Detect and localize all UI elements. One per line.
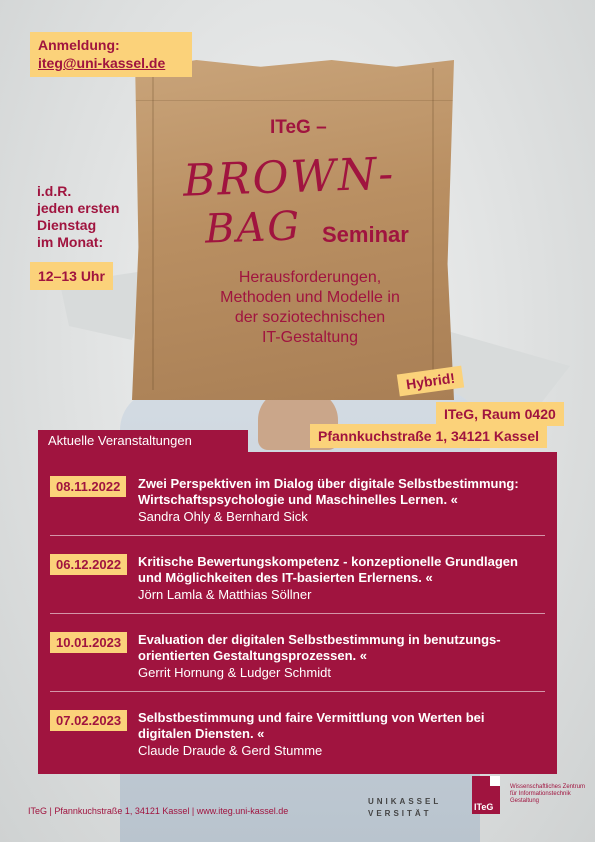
events-panel [38,452,557,774]
iteg-logo-text: ITeG [474,802,494,812]
uni-logo-line: UNIKASSEL [368,797,442,806]
headline-bag: BAG [204,203,303,253]
institute-name: Wissenschaftliches Zentrum für Informationstechnik Gestaltung [510,784,586,804]
schedule-line: im Monat: [37,234,104,250]
divider [50,691,545,692]
event-speakers: Sandra Ohly & Bernhard Sick [138,509,308,524]
event-title: Kritische Bewertungskompetenz - konzeptionelle Grundlagen und Möglichkeiten des IT-basierten Erlernens. « [138,554,518,585]
registration-label: Anmeldung: [38,37,120,53]
event-speakers: Jörn Lamla & Matthias Söllner [138,587,312,602]
events-heading: Aktuelle Veranstaltungen [38,430,248,452]
schedule-text [37,183,127,251]
event-date: 10.01.2023 [50,632,127,653]
event-date: 07.02.2023 [50,710,127,731]
headline-brown: BROWN- [182,148,396,207]
topic-line: Herausforderungen, [238,269,382,286]
iteg-logo [472,776,500,814]
registration-box [30,32,192,77]
event-item [50,632,545,702]
event-item [50,554,545,624]
event-item [50,476,545,546]
schedule-line: Dienstag [37,217,97,233]
registration-email-link[interactable]: iteg@uni-kassel.de [38,55,166,71]
uni-kassel-logo [368,796,441,820]
topic-line: der soziotechnischen [234,309,386,326]
hybrid-badge: Hybrid! [397,366,464,397]
uni-logo-line: VERSITÄT [368,809,432,818]
divider [50,613,545,614]
address-badge: Pfannkuchstraße 1, 34121 Kassel [310,424,547,448]
topic-line: Methoden und Modelle in [220,289,400,306]
event-title: Selbstbestimmung und faire Vermittlung von Werten bei digitalen Diensten. « [138,710,485,741]
event-date: 08.11.2022 [50,476,126,497]
event-title: Zwei Perspektiven im Dialog über digitale Selbstbestimmung: Wirtschaftspsychologie und Maschinelles Lernen. « [138,476,519,507]
event-title: Evaluation der digitalen Selbstbestimmung in benutzungs-orientierten Gestaltungsprozessen. « [138,632,501,663]
topic-line: IT-Gestaltung [261,329,359,346]
headline-seminar: Seminar [322,222,409,247]
time-badge: 12–13 Uhr [30,262,113,290]
schedule-line: i.d.R. [37,183,72,199]
schedule-line: jeden ersten [37,200,120,216]
event-speakers: Claude Draude & Gerd Stumme [138,743,323,758]
event-date: 06.12.2022 [50,554,127,575]
headline-org: ITeG – [270,117,327,138]
divider [50,535,545,536]
footer-address: ITeG | Pfannkuchstraße 1, 34121 Kassel | www.iteg.uni-kassel.de [28,806,289,816]
room-badge: ITeG, Raum 0420 [436,402,564,426]
event-speakers: Gerrit Hornung & Ludger Schmidt [138,665,331,680]
topics-text [180,268,440,348]
event-item [50,710,545,770]
